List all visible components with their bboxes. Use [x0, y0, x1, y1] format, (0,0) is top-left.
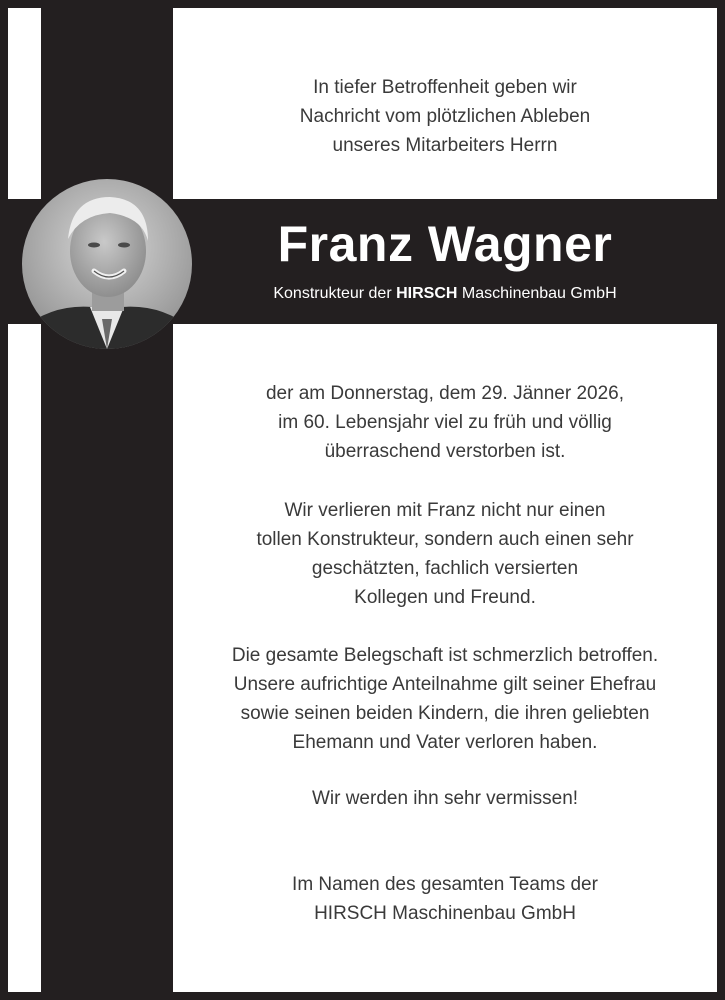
paragraph-death-notice — [173, 379, 717, 466]
paragraph-line: Wir verlieren mit Franz nicht nur einen — [284, 500, 606, 521]
intro-line: Nachricht vom plötzlichen Ableben — [299, 106, 591, 127]
deceased-name: Franz Wagner — [277, 216, 613, 272]
subtitle-prefix: Konstrukteur der — [273, 285, 397, 302]
paragraph-line: Kollegen und Freund. — [354, 587, 536, 608]
deceased-subtitle — [173, 282, 717, 306]
closing-text: Wir werden ihn sehr vermissen! — [311, 788, 579, 809]
paragraph-line: Die gesamte Belegschaft ist schmerzlich betroffen. — [231, 645, 659, 666]
paragraph-condolences — [173, 641, 717, 757]
intro-line: unseres Mitarbeiters Herrn — [332, 135, 558, 156]
paragraph-line: überraschend verstorben ist. — [324, 441, 566, 462]
closing-line — [173, 784, 717, 813]
paragraph-tribute — [173, 496, 717, 612]
signature-line: HIRSCH Maschinenbau GmbH — [314, 903, 576, 924]
intro-text — [173, 73, 717, 160]
signature-block — [173, 870, 717, 928]
signature-line: Im Namen des gesamten Teams der — [292, 874, 598, 895]
paragraph-line: sowie seinen beiden Kindern, die ihren geliebten — [240, 703, 650, 724]
paper-panel-left-top — [8, 8, 41, 199]
paragraph-line: geschätzten, fachlich versierten — [311, 558, 579, 579]
subtitle-brand: HIRSCH — [396, 285, 458, 302]
paragraph-line: tollen Konstrukteur, sondern auch einen sehr — [256, 529, 634, 550]
subtitle-suffix: Maschinenbau GmbH — [457, 285, 617, 302]
intro-line: In tiefer Betroffenheit geben wir — [313, 77, 577, 98]
paragraph-line: Ehemann und Vater verloren haben. — [292, 732, 598, 753]
portrait-photo — [22, 179, 192, 349]
paragraph-line: im 60. Lebensjahr viel zu früh und völlig — [278, 412, 612, 433]
paper-panel-left-bottom — [8, 324, 41, 992]
paragraph-line: der am Donnerstag, dem 29. Jänner 2026, — [265, 383, 625, 404]
paragraph-line: Unsere aufrichtige Anteilnahme gilt seiner Ehefrau — [233, 674, 657, 695]
